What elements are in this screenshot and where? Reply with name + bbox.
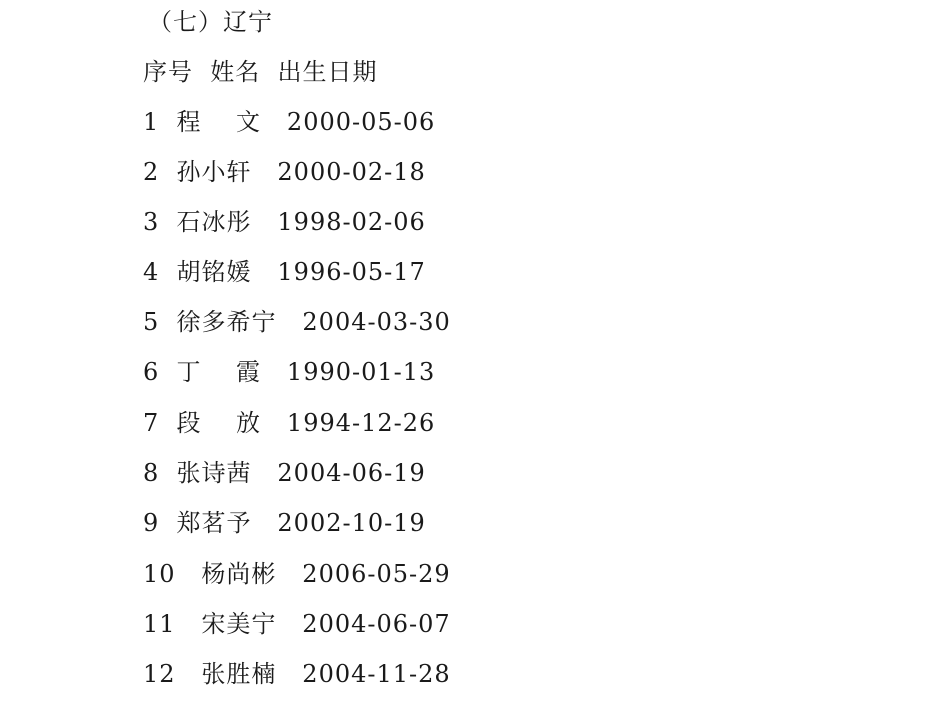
list-item: 9 郑茗予 2002-10-19 [143, 509, 426, 537]
list-item: 3 石冰彤 1998-02-06 [143, 208, 426, 236]
section-heading: （七）辽宁 [148, 8, 273, 36]
list-item: 5 徐多希宁 2004-03-30 [143, 308, 451, 336]
list-item: 10 杨尚彬 2006-05-29 [143, 560, 451, 588]
list-item: 8 张诗茜 2004-06-19 [143, 459, 426, 487]
list-item: 11 宋美宁 2004-06-07 [143, 610, 451, 638]
column-header: 序号 姓名 出生日期 [143, 58, 378, 86]
list-item: 1 程 文 2000-05-06 [143, 108, 436, 136]
list-item: 2 孙小轩 2000-02-18 [143, 158, 426, 186]
list-item: 12 张胜楠 2004-11-28 [143, 660, 451, 688]
list-item: 6 丁 霞 1990-01-13 [143, 358, 436, 386]
list-item: 7 段 放 1994-12-26 [143, 409, 436, 437]
list-item: 4 胡铭媛 1996-05-17 [143, 258, 426, 286]
